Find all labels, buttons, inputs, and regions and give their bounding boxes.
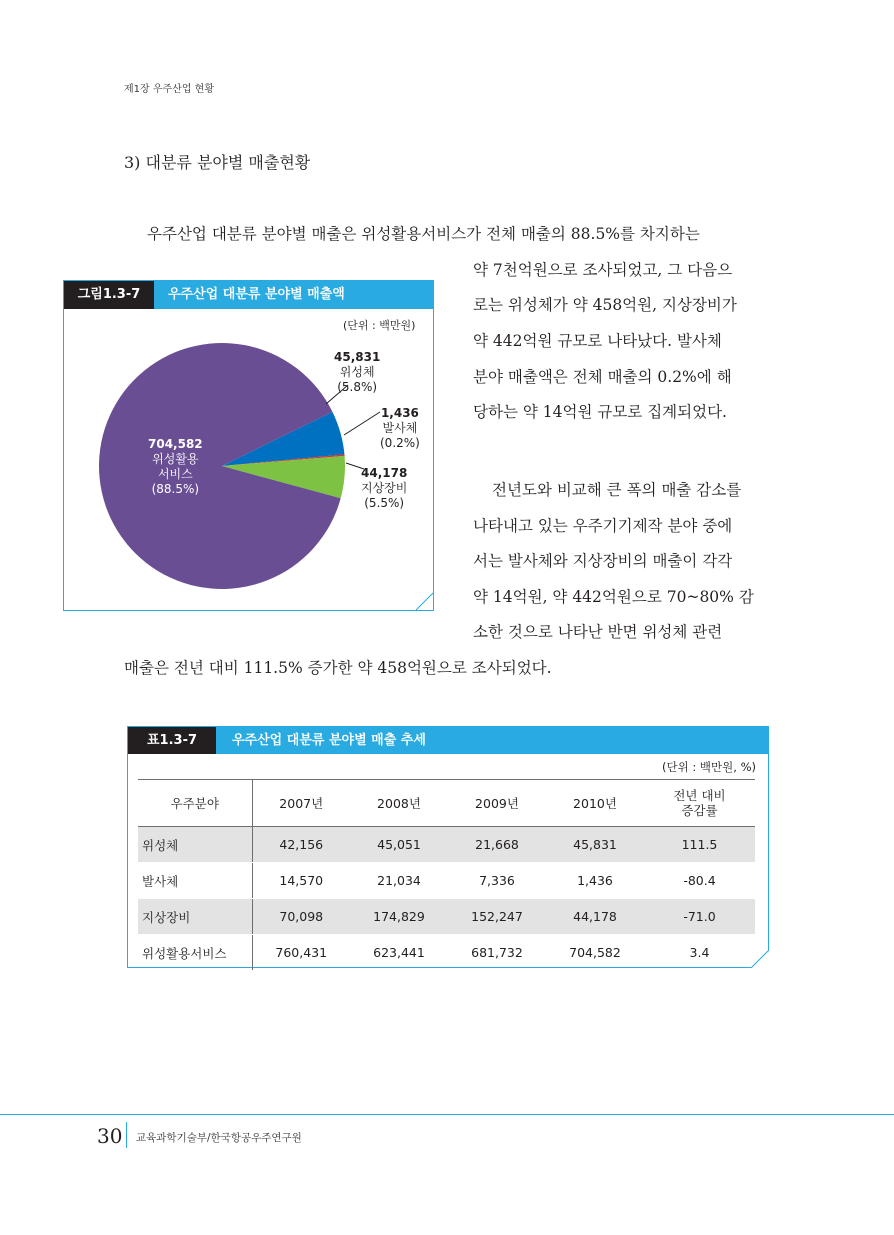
table-title-bar — [128, 727, 768, 754]
table-cell: -80.4 — [644, 863, 755, 899]
paragraph-line: 나타내고 있는 우주기기제작 분야 중에 — [473, 517, 733, 535]
table-cell: 3.4 — [644, 935, 755, 971]
header-change-line: 증감률 — [681, 803, 718, 818]
table-cell: 111.5 — [644, 827, 755, 863]
table-cell: 발사체 — [138, 863, 252, 899]
running-head: 제1장 우주산업 현황 — [124, 84, 214, 95]
slice-name: 발사체 — [382, 421, 418, 435]
slice-value: 45,831 — [334, 350, 381, 364]
table-cell: 760,431 — [252, 935, 350, 971]
table-cell: 42,156 — [252, 827, 350, 863]
table-cell: 21,668 — [448, 827, 546, 863]
paragraph-line: 서는 발사체와 지상장비의 매출이 각각 — [473, 552, 733, 570]
table-title: 우주산업 대분류 분야별 매출 추세 — [232, 733, 426, 748]
section-title: 3) 대분류 분야별 매출현황 — [124, 153, 311, 172]
table-cell: 지상장비 — [138, 899, 252, 935]
table-cell: 70,098 — [252, 899, 350, 935]
pie-chart — [64, 281, 433, 610]
table-cell: 45,051 — [350, 827, 448, 863]
table-label: 표1.3-7 — [128, 727, 216, 754]
table-cell: 21,034 — [350, 863, 448, 899]
slice-percent: (5.8%) — [337, 380, 378, 394]
header-year: 2010년 — [546, 780, 644, 827]
footer-publisher: 교육과학기술부/한국항공우주연구원 — [136, 1132, 302, 1144]
table-cell: 174,829 — [350, 899, 448, 935]
trend-table-box — [127, 726, 769, 968]
table-cell: 704,582 — [546, 935, 644, 971]
trend-table — [138, 779, 755, 971]
table-header-row — [138, 780, 755, 827]
table-unit: (단위 : 백만원, %) — [662, 760, 756, 774]
paragraph-line: 우주산업 대분류 분야별 매출은 위성활용서비스가 전체 매출의 88.5%를 차지하는 — [147, 225, 700, 243]
table-cell: 681,732 — [448, 935, 546, 971]
slice-name: 서비스 — [157, 467, 193, 481]
slice-percent: (5.5%) — [364, 496, 405, 510]
header-change-line: 전년 대비 — [673, 788, 726, 803]
slice-name: 위성활용 — [152, 452, 199, 466]
slice-percent: (88.5%) — [151, 482, 200, 496]
header-category: 우주분야 — [138, 780, 252, 827]
header-year: 2009년 — [448, 780, 546, 827]
table-row — [138, 827, 755, 863]
paragraph-line: 약 7천억원으로 조사되었고, 그 다음으 — [473, 261, 733, 279]
table-cell: 44,178 — [546, 899, 644, 935]
slice-name: 위성체 — [339, 365, 375, 379]
slice-label-launcher — [380, 406, 420, 451]
paragraph-line: 약 14억원, 약 442억원으로 70~80% 감 — [473, 588, 754, 606]
slice-value: 704,582 — [148, 437, 203, 451]
table-cell: 1,436 — [546, 863, 644, 899]
table-corner-notch — [751, 950, 769, 968]
table-row — [138, 863, 755, 899]
pie-chart-figure — [63, 280, 434, 611]
figure-title: 우주산업 대분류 분야별 매출액 — [168, 287, 345, 302]
slice-percent: (0.2%) — [380, 436, 420, 450]
paragraph-line: 전년도와 비교해 큰 폭의 매출 감소를 — [492, 481, 742, 499]
table-cell: 623,441 — [350, 935, 448, 971]
header-change — [644, 780, 755, 827]
table-cell: 45,831 — [546, 827, 644, 863]
table-cell: 위성체 — [138, 827, 252, 863]
table-cell: 위성활용서비스 — [138, 935, 252, 971]
paragraph-line: 당하는 약 14억원 규모로 집계되었다. — [473, 403, 727, 421]
footer-divider — [126, 1122, 127, 1148]
paragraph-line: 약 442억원 규모로 나타났다. 발사체 — [473, 332, 722, 350]
table-row — [138, 935, 755, 971]
paragraph-line: 소한 것으로 나타난 반면 위성체 관련 — [473, 623, 723, 641]
table-cell: 14,570 — [252, 863, 350, 899]
figure-unit: (단위 : 백만원) — [343, 319, 416, 332]
table-cell: 152,247 — [448, 899, 546, 935]
slice-name: 지상장비 — [361, 481, 408, 495]
page-number: 30 — [97, 1124, 123, 1148]
paragraph-line: 로는 위성체가 약 458억원, 지상장비가 — [473, 296, 737, 314]
table-cell: -71.0 — [644, 899, 755, 935]
slice-value: 44,178 — [361, 466, 408, 480]
leader-line-launcher — [344, 412, 380, 435]
footer-rule — [0, 1114, 894, 1115]
figure-label: 그림1.3-7 — [64, 281, 154, 309]
slice-label-service — [148, 437, 203, 497]
paragraph-line: 매출은 전년 대비 111.5% 증가한 약 458억원으로 조사되었다. — [124, 659, 552, 677]
header-year: 2007년 — [252, 780, 350, 827]
slice-label-satellite — [334, 350, 380, 395]
paragraph-line: 분야 매출액은 전체 매출의 0.2%에 해 — [473, 368, 732, 386]
slice-label-ground — [361, 466, 407, 511]
header-year: 2008년 — [350, 780, 448, 827]
slice-value: 1,436 — [380, 406, 419, 420]
table-row — [138, 899, 755, 935]
table-cell: 7,336 — [448, 863, 546, 899]
